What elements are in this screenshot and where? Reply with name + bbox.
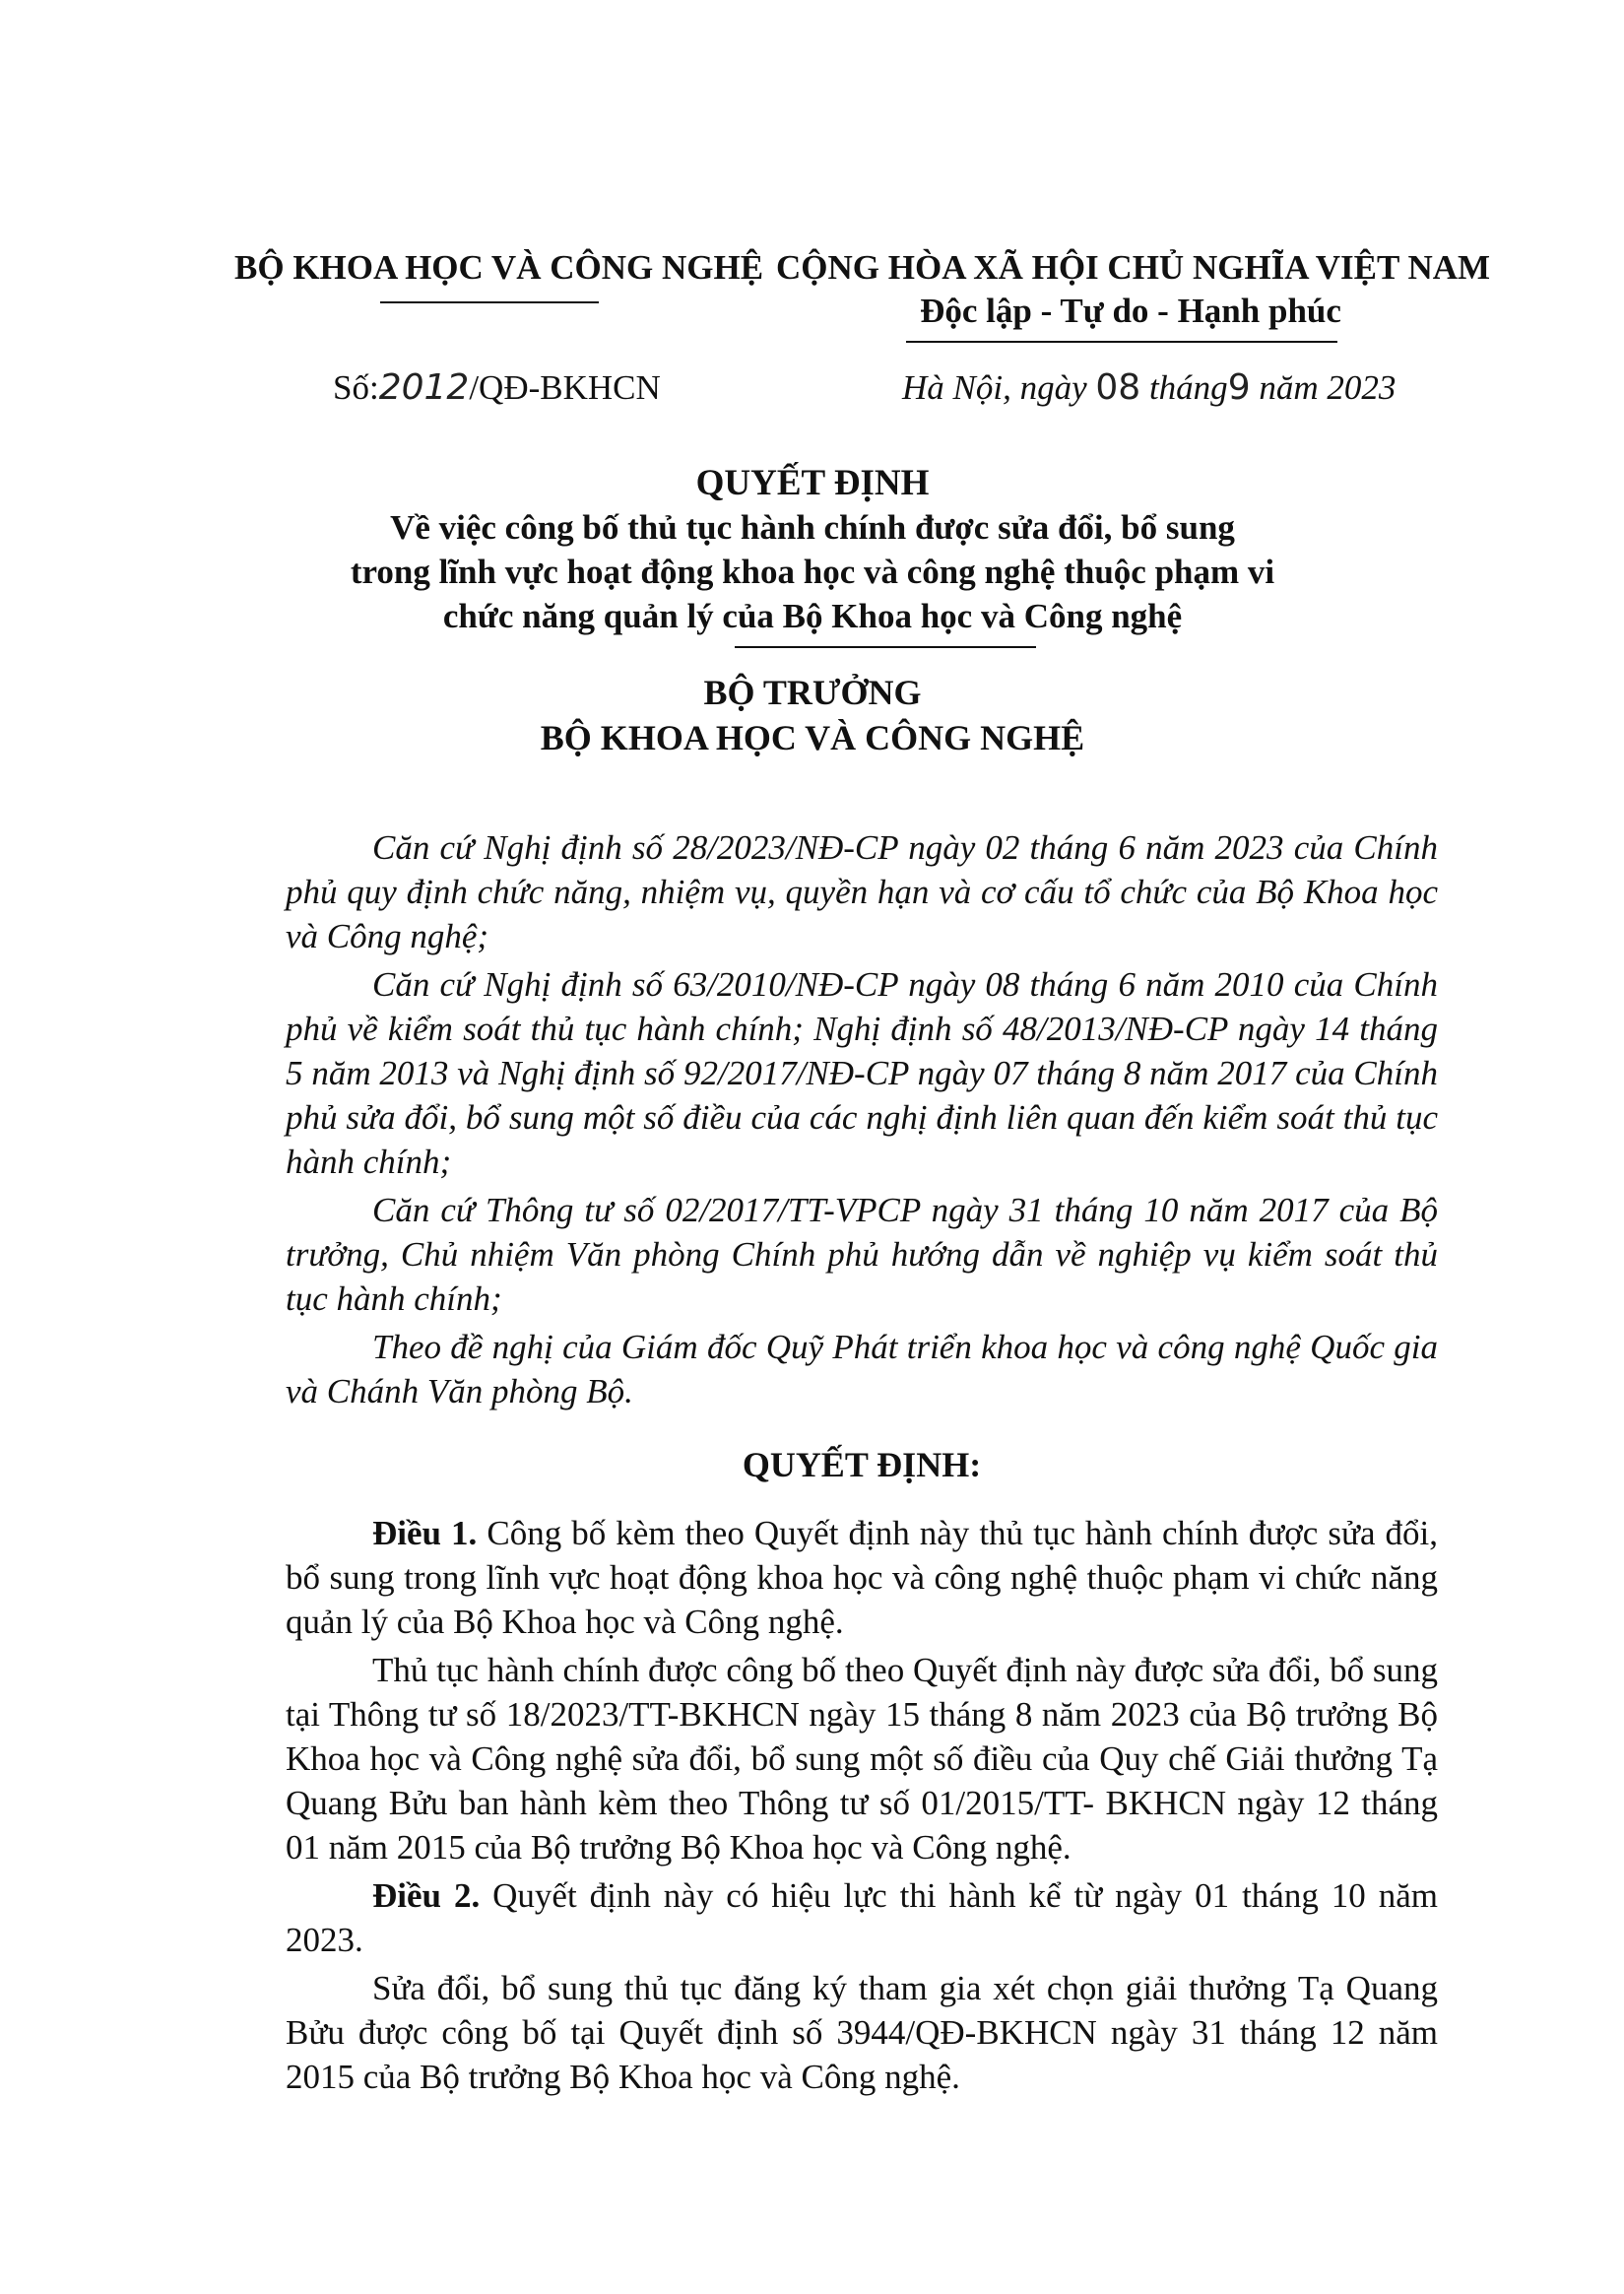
title-line-3: chức năng quản lý của Bộ Khoa học và Công nghệ — [442, 597, 1183, 635]
document-body — [286, 825, 1438, 2103]
nation-header — [776, 246, 1491, 333]
motto-underline — [906, 341, 1337, 343]
decision-heading: QUYẾT ĐỊNH: — [742, 1445, 982, 1484]
ministry-name: BỘ KHOA HỌC VÀ CÔNG NGHỆ — [234, 248, 764, 287]
doc-number-suffix: /QĐ-BKHCN — [469, 368, 661, 407]
article-1 — [286, 1511, 1438, 1644]
article-2-paragraph-2: Sửa đổi, bổ sung thủ tục đăng ký tham gia xét chọn giải thưởng Tạ Quang Bửu được công bố tại Quyết định số 3944/QĐ-BKHCN ngày 31 tháng 12 năm 2015 của Bộ trưởng Bộ Khoa học và Công nghệ. — [286, 1969, 1438, 2096]
ministry-underline — [380, 301, 599, 303]
ministry-header — [234, 246, 764, 290]
title-line-1: Về việc công bố thủ tục hành chính được sửa đổi, bổ sung — [390, 508, 1235, 547]
decision-title — [197, 461, 1428, 638]
month-handwritten: 9 — [1227, 367, 1251, 408]
nation-name: CỘNG HÒA XÃ HỘI CHỦ NGHĨA VIỆT NAM — [776, 248, 1491, 287]
title-underline — [735, 646, 1036, 648]
place-day-prefix: Hà Nội, ngày — [902, 368, 1096, 407]
preamble-3: Căn cứ Thông tư số 02/2017/TT-VPCP ngày 31 tháng 10 năm 2017 của Bộ trưởng, Chủ nhiệm Văn phòng Chính phủ hướng dẫn về nghiệp vụ kiểm soát thủ tục hành chính; — [286, 1191, 1438, 1318]
document-number — [333, 367, 661, 408]
article-2 — [286, 1873, 1438, 1962]
doc-number-handwritten: 2012 — [378, 367, 470, 408]
day-handwritten: 08 — [1095, 367, 1141, 408]
title-heading: QUYẾT ĐỊNH — [695, 463, 930, 503]
article-1-text: Công bố kèm theo Quyết định này thủ tục hành chính được sửa đổi, bổ sung trong lĩnh vực hoạt động khoa học và công nghệ thuộc phạm vi chức năng quản lý của Bộ Khoa học và Công nghệ. — [286, 1514, 1438, 1641]
article-1-paragraph-2: Thủ tục hành chính được công bố theo Quyết định này được sửa đổi, bổ sung tại Thông tư số 18/2023/TT-BKHCN ngày 15 tháng 8 năm 2023 của Bộ trưởng Bộ Khoa học và Công nghệ sửa đổi, bổ sung một số điều của Quy chế Giải thưởng Tạ Quang Bửu ban hành kèm theo Thông tư số 01/2015/TT- BKHCN ngày 12 tháng 01 năm 2015 của Bộ trưởng Bộ Khoa học và Công nghệ. — [286, 1651, 1438, 1867]
article-2-label: Điều 2. — [372, 1876, 481, 1915]
preamble-2: Căn cứ Nghị định số 63/2010/NĐ-CP ngày 08 tháng 6 năm 2010 của Chính phủ về kiểm soát thủ tục hành chính; Nghị định số 48/2013/NĐ-CP ngày 14 tháng 5 năm 2013 và Nghị định số 92/2017/NĐ-CP ngày 07 tháng 8 năm 2017 của Chính phủ sửa đổi, bổ sung một số điều của các nghị định liên quan đến kiểm soát thủ tục hành chính; — [286, 965, 1438, 1181]
month-prefix: tháng — [1140, 368, 1228, 407]
authority-block — [197, 670, 1428, 760]
year-text: năm 2023 — [1250, 368, 1397, 407]
article-1-label: Điều 1. — [372, 1514, 478, 1552]
preamble-1: Căn cứ Nghị định số 28/2023/NĐ-CP ngày 02 tháng 6 năm 2023 của Chính phủ quy định chức năng, nhiệm vụ, quyền hạn và cơ cấu tổ chức của Bộ Khoa học và Công nghệ; — [286, 828, 1438, 955]
nation-motto: Độc lập - Tự do - Hạnh phúc — [920, 292, 1341, 330]
authority-line-2: BỘ KHOA HỌC VÀ CÔNG NGHỆ — [540, 718, 1085, 757]
preamble-4: Theo đề nghị của Giám đốc Quỹ Phát triển khoa học và công nghệ Quốc gia và Chánh Văn phòng Bộ. — [286, 1328, 1438, 1410]
title-line-2: trong lĩnh vực hoạt động khoa học và công nghệ thuộc phạm vi — [350, 553, 1275, 591]
place-date — [902, 367, 1396, 408]
article-2-text: Quyết định này có hiệu lực thi hành kể từ ngày 01 tháng 10 năm 2023. — [286, 1876, 1438, 1959]
doc-number-prefix: Số: — [333, 368, 379, 407]
authority-line-1: BỘ TRƯỞNG — [703, 673, 922, 712]
